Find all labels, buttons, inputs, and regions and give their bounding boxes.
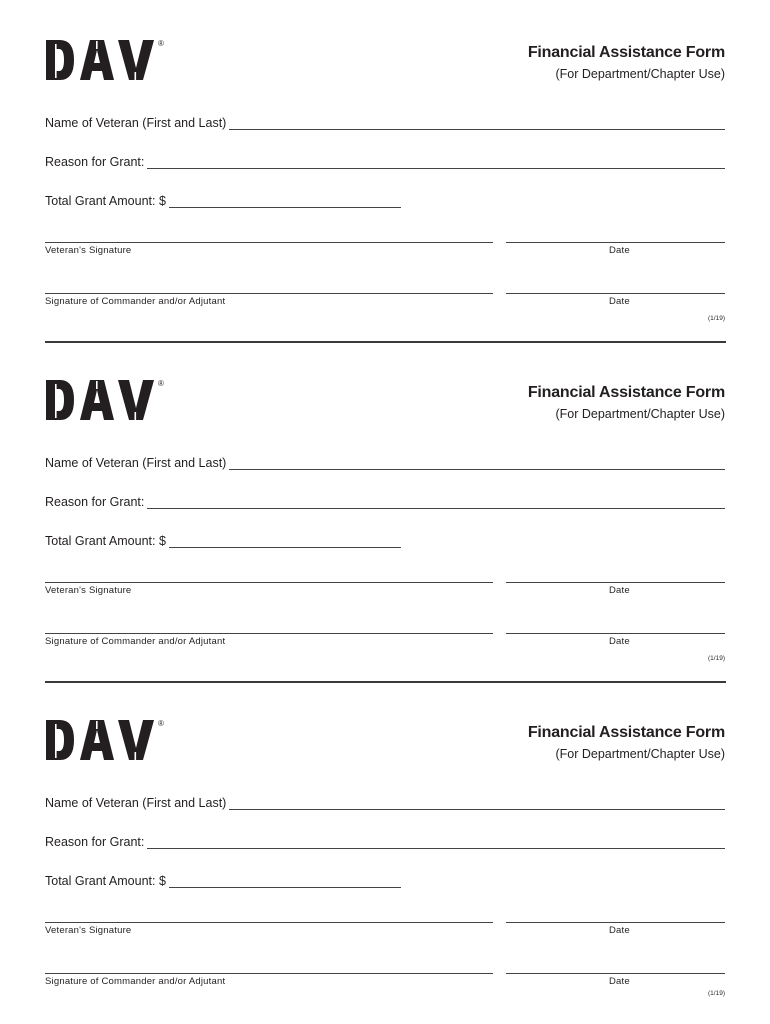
veteran-name-line[interactable] (229, 796, 725, 810)
commander-signature-line[interactable] (45, 293, 493, 294)
total-amount-field[interactable] (45, 190, 401, 208)
form-title: Financial Assistance Form (527, 384, 725, 401)
revision-code: (1/19) (708, 990, 725, 997)
total-amount-line[interactable] (169, 874, 401, 888)
revision-code: (1/19) (708, 655, 725, 662)
veteran-date-line[interactable] (506, 582, 725, 583)
total-amount-field[interactable] (45, 530, 401, 548)
total-amount-label: Total Grant Amount: $ (45, 194, 166, 208)
commander-date-line[interactable] (506, 633, 725, 634)
reason-line[interactable] (147, 835, 725, 849)
reason-line[interactable] (147, 155, 725, 169)
form-subtitle: (For Department/Chapter Use) (555, 747, 725, 761)
commander-signature-line[interactable] (45, 633, 493, 634)
svg-text:®: ® (158, 379, 164, 388)
veteran-name-line[interactable] (229, 456, 725, 470)
reason-line[interactable] (147, 495, 725, 509)
veteran-name-field[interactable] (45, 792, 725, 810)
revision-code: (1/19) (708, 315, 725, 322)
veteran-signature-label: Veteran's Signature (45, 925, 132, 936)
veteran-signature-line[interactable] (45, 582, 493, 583)
reason-field[interactable] (45, 491, 725, 509)
form-title: Financial Assistance Form (527, 724, 725, 741)
veteran-date-line[interactable] (506, 242, 725, 243)
reason-label: Reason for Grant: (45, 495, 145, 509)
form-subtitle: (For Department/Chapter Use) (555, 407, 725, 421)
commander-date-label: Date (609, 976, 630, 987)
total-amount-label: Total Grant Amount: $ (45, 874, 166, 888)
veteran-signature-label: Veteran's Signature (45, 245, 132, 256)
form-subtitle: (For Department/Chapter Use) (555, 67, 725, 81)
reason-label: Reason for Grant: (45, 835, 145, 849)
veteran-name-line[interactable] (229, 116, 725, 130)
financial-assistance-form-3 (0, 680, 770, 1020)
reason-field[interactable] (45, 831, 725, 849)
commander-date-label: Date (609, 636, 630, 647)
veteran-date-label: Date (609, 585, 630, 596)
veteran-date-label: Date (609, 925, 630, 936)
commander-date-line[interactable] (506, 973, 725, 974)
commander-signature-label: Signature of Commander and/or Adjutant (45, 976, 226, 987)
veteran-name-field[interactable] (45, 112, 725, 130)
svg-text:®: ® (158, 719, 164, 728)
commander-date-label: Date (609, 296, 630, 307)
veteran-name-label: Name of Veteran (First and Last) (45, 116, 227, 130)
total-amount-line[interactable] (169, 194, 401, 208)
veteran-name-field[interactable] (45, 452, 725, 470)
reason-label: Reason for Grant: (45, 155, 145, 169)
veteran-name-label: Name of Veteran (First and Last) (45, 796, 227, 810)
dav-logo (44, 718, 168, 762)
veteran-signature-line[interactable] (45, 242, 493, 243)
form-title: Financial Assistance Form (527, 44, 725, 61)
svg-text:®: ® (158, 39, 164, 48)
veteran-signature-line[interactable] (45, 922, 493, 923)
commander-signature-label: Signature of Commander and/or Adjutant (45, 636, 226, 647)
financial-assistance-form-1 (0, 0, 770, 340)
dav-logo (44, 38, 168, 82)
total-amount-field[interactable] (45, 870, 401, 888)
commander-date-line[interactable] (506, 293, 725, 294)
total-amount-line[interactable] (169, 534, 401, 548)
financial-assistance-form-2 (0, 340, 770, 680)
total-amount-label: Total Grant Amount: $ (45, 534, 166, 548)
veteran-name-label: Name of Veteran (First and Last) (45, 456, 227, 470)
veteran-date-label: Date (609, 245, 630, 256)
commander-signature-label: Signature of Commander and/or Adjutant (45, 296, 226, 307)
reason-field[interactable] (45, 151, 725, 169)
dav-logo (44, 378, 168, 422)
veteran-signature-label: Veteran's Signature (45, 585, 132, 596)
commander-signature-line[interactable] (45, 973, 493, 974)
veteran-date-line[interactable] (506, 922, 725, 923)
